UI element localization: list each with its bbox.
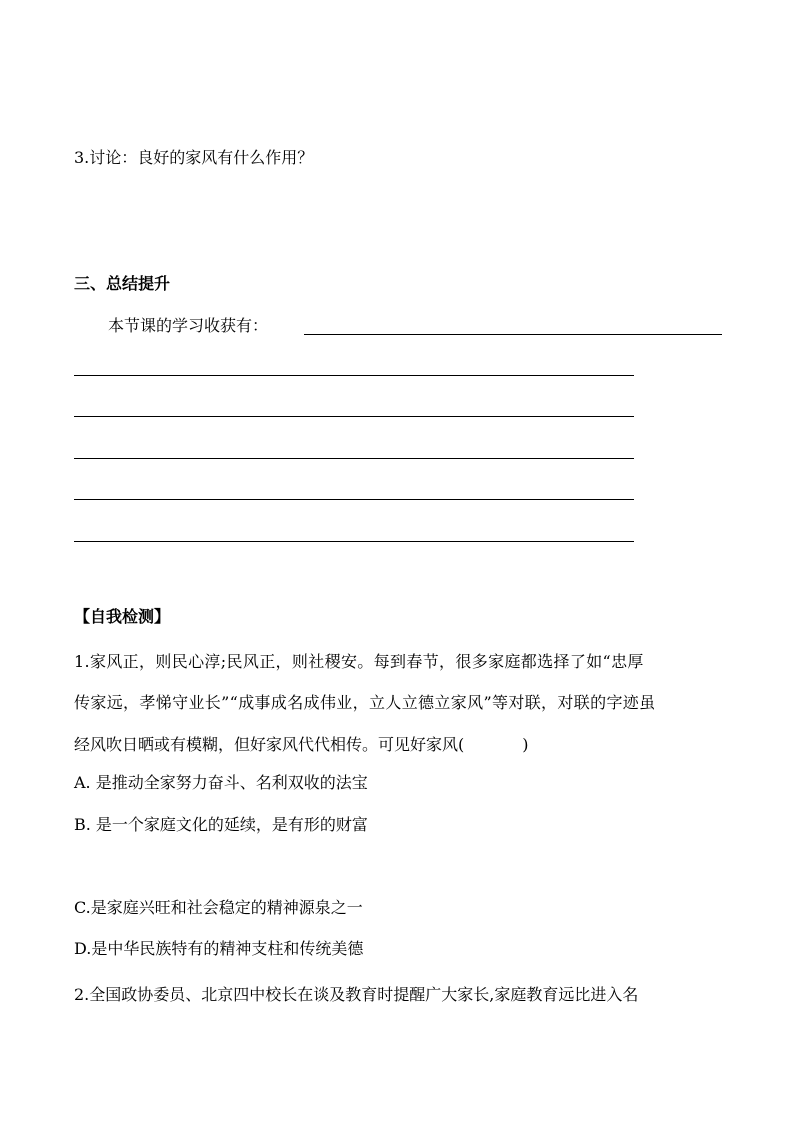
q1-stem-end: 经风吹日晒或有模糊，但好家风代代相传。可见好家风( (74, 735, 465, 754)
q1-line-2: 传家远，孝悌守业长”“成事成名成伟业，立人立德立家风”等对联，对联的字迹虽 (74, 693, 656, 712)
q1-line-1: 1.家风正，则民心淳;民风正，则社稷安。每到春节，很多家庭都选择了如“忠厚 (74, 652, 644, 671)
q2-line-1: 2.全国政协委员、北京四中校长在谈及教育时提醒广大家长,家庭教育远比进入名 (74, 985, 639, 1004)
self-check-heading: 【自我检测】 (74, 607, 171, 626)
q1-option-b[interactable]: B. 是一个家庭文化的延续，是有形的财富 (74, 815, 368, 834)
summary-heading: 三、总结提升 (74, 274, 171, 293)
answer-line-4[interactable] (74, 499, 634, 500)
answer-line-5[interactable] (74, 541, 634, 542)
q1-close-paren: ) (522, 735, 529, 754)
discussion-question-3: 3.讨论：良好的家风有什么作用？ (74, 148, 314, 167)
answer-line-1[interactable] (74, 375, 634, 376)
q1-option-d[interactable]: D.是中华民族特有的精神支柱和传统美德 (74, 939, 364, 958)
answer-line-2[interactable] (74, 416, 634, 417)
q1-option-a[interactable]: A. 是推动全家努力奋斗、名利双收的法宝 (74, 773, 368, 792)
summary-answer-line[interactable] (304, 334, 722, 335)
q1-option-c[interactable]: C.是家庭兴旺和社会稳定的精神源泉之一 (74, 898, 363, 917)
summary-prompt: 本节课的学习收获有： (108, 316, 269, 335)
answer-line-3[interactable] (74, 458, 634, 459)
q1-line-3 (74, 732, 726, 755)
